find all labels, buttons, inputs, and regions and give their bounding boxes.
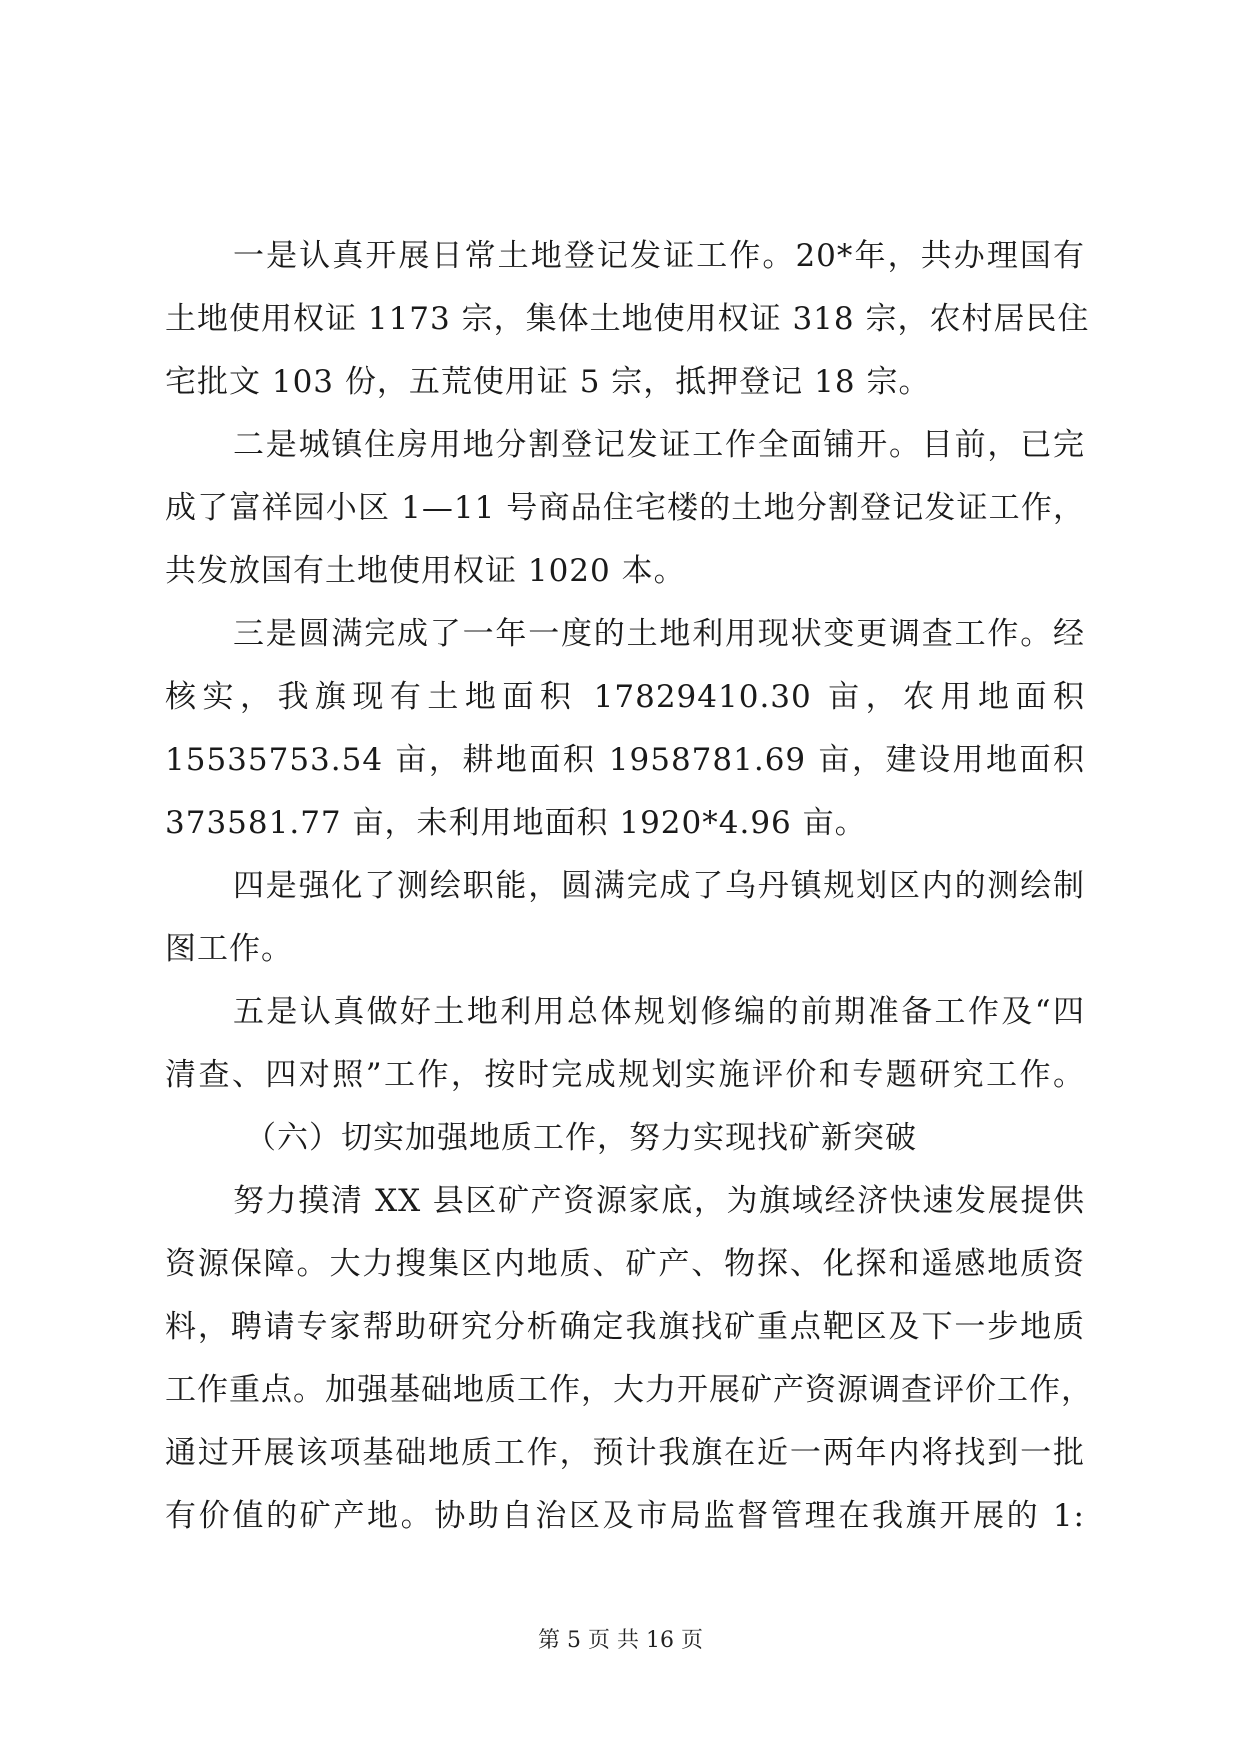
section-heading: （六）切实加强地质工作，努力实现找矿新突破 (245, 1120, 917, 1156)
paragraph-7-line-3: 料，聘请专家帮助研究分析确定我旗找矿重点靶区及下一步地质 (165, 1309, 1085, 1345)
paragraph-2-line-2: 成了富祥园小区 1—11 号商品住宅楼的土地分割登记发证工作， (165, 490, 1085, 526)
paragraph-5-line-1: 五是认真做好土地利用总体规划修编的前期准备工作及“四 (233, 994, 1085, 1030)
paragraph-1-line-1: 一是认真开展日常土地登记发证工作。20*年，共办理国有 (233, 238, 1085, 274)
paragraph-1-line-3: 宅批文 103 份，五荒使用证 5 宗，抵押登记 18 宗。 (165, 364, 931, 400)
paragraph-7-line-4: 工作重点。加强基础地质工作，大力开展矿产资源调查评价工作， (165, 1372, 1093, 1408)
paragraph-5-line-2: 清查、四对照”工作，按时完成规划实施评价和专题研究工作。 (165, 1057, 1085, 1093)
paragraph-3-line-1: 三是圆满完成了一年一度的土地利用现状变更调查工作。经 (233, 616, 1085, 652)
paragraph-4-line-1: 四是强化了测绘职能，圆满完成了乌丹镇规划区内的测绘制 (233, 868, 1085, 904)
paragraph-7-line-6: 有价值的矿产地。协助自治区及市局监督管理在我旗开展的 1: (165, 1498, 1085, 1534)
paragraph-1-line-2: 土地使用权证 1173 宗，集体土地使用权证 318 宗，农村居民住 (165, 301, 1090, 337)
paragraph-7-line-5: 通过开展该项基础地质工作，预计我旗在近一两年内将找到一批 (165, 1435, 1085, 1471)
body-text (165, 225, 1093, 1548)
page-number-label: 第 5 页 共 16 页 (538, 1628, 703, 1653)
paragraph-3-line-4: 373581.77 亩，未利用地面积 1920*4.96 亩。 (165, 805, 867, 841)
paragraph-7-line-2: 资源保障。大力搜集区内地质、矿产、物探、化探和遥感地质资 (165, 1246, 1085, 1282)
paragraph-4-line-2: 图工作。 (165, 931, 293, 967)
paragraph-3-line-2: 核实，我旗现有土地面积 17829410.30 亩，农用地面积 (165, 679, 1085, 715)
page-footer (0, 1626, 1241, 1656)
paragraph-2-line-3: 共发放国有土地使用权证 1020 本。 (165, 553, 686, 589)
paragraph-3-line-3: 15535753.54 亩，耕地面积 1958781.69 亩，建设用地面积 (165, 742, 1085, 778)
paragraph-2-line-1: 二是城镇住房用地分割登记发证工作全面铺开。目前，已完 (233, 427, 1085, 463)
paragraph-7-line-1: 努力摸清 XX 县区矿产资源家底，为旗域经济快速发展提供 (233, 1183, 1085, 1219)
